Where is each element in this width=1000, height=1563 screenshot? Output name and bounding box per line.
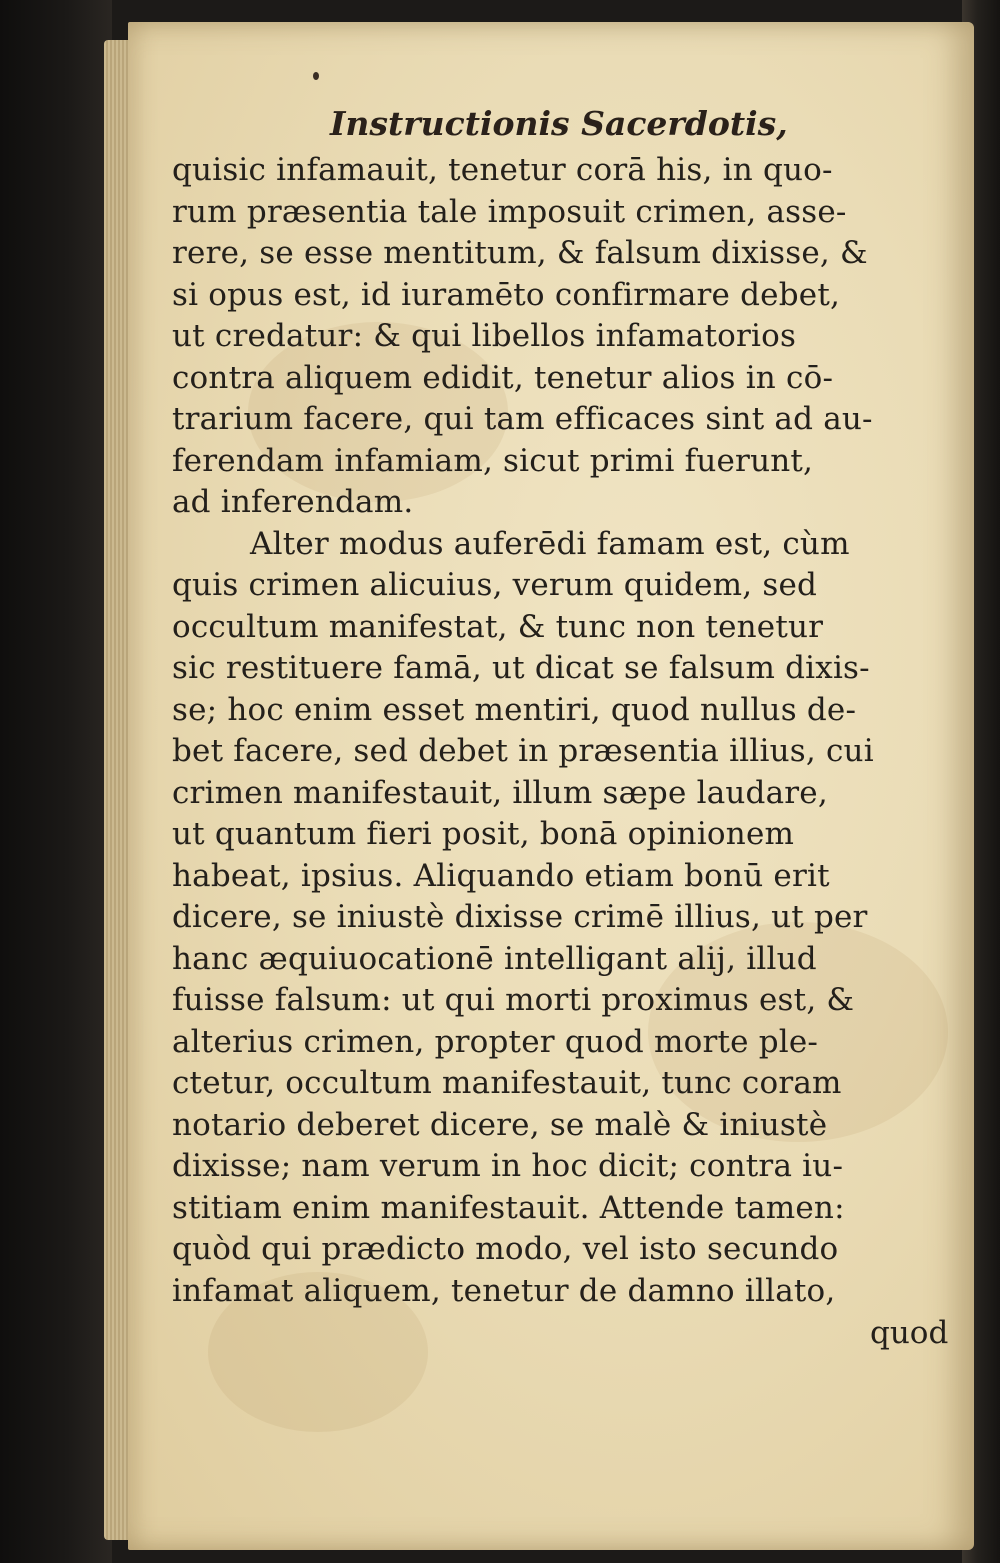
text-line: ad inferendam. xyxy=(172,484,414,520)
text-line: quisic infamauit, tenetur corā his, in quo- xyxy=(172,152,833,188)
text-line: stitiam enim manifestauit. Attende tamen: xyxy=(172,1189,845,1226)
body-text xyxy=(172,150,962,1312)
text-line: se; hoc enim esset mentiri, quod nullus de- xyxy=(172,691,857,728)
text-line: contra aliquem edidit, tenetur alios in cō- xyxy=(172,359,834,396)
binding-left xyxy=(0,0,112,1563)
ink-mark xyxy=(313,72,319,80)
running-header: Instructionis Sacerdotis, xyxy=(330,104,788,143)
text-line: rum præsentia tale imposuit crimen, asse- xyxy=(172,193,847,230)
text-line: ut quantum fieri posit, bonā opinionem xyxy=(172,816,795,852)
text-line: dicere, se iniustè dixisse crimē illius, ut per xyxy=(172,899,868,935)
text-line: dixisse; nam verum in hoc dicit; contra iu- xyxy=(172,1148,844,1184)
text-line: bet facere, sed debet in præsentia illius, cui xyxy=(172,733,874,769)
text-line: ctetur, occultum manifestauit, tunc coram xyxy=(172,1065,842,1101)
text-line: crimen manifestauit, illum sæpe laudare, xyxy=(172,774,828,811)
text-line: quòd qui prædicto modo, vel isto secundo xyxy=(172,1231,839,1267)
text-line: si opus est, id iuramēto confirmare debet, xyxy=(172,276,841,313)
text-line: ut credatur: & qui libellos infamatorios xyxy=(172,318,797,354)
text-line: occultum manifestat, & tunc non tenetur xyxy=(172,608,824,645)
text-line: notario deberet dicere, se malè & iniustè xyxy=(172,1106,828,1143)
text-line: ferendam infamiam, sicut primi fuerunt, xyxy=(172,442,814,479)
text-line: habeat, ipsius. Aliquando etiam bonū erit xyxy=(172,857,830,894)
paragraph-start-line: Alter modus auferēdi famam est, cùm xyxy=(250,525,850,562)
text-line: alterius crimen, propter quod morte ple- xyxy=(172,1023,819,1060)
text-line: sic restituere famā, ut dicat se falsum dixis- xyxy=(172,650,870,686)
text-line: trarium facere, qui tam efficaces sint ad au- xyxy=(172,401,873,437)
text-line: hanc æquiuocationē intelligant alij, illud xyxy=(172,940,817,977)
text-line: fuisse falsum: ut qui morti proximus est, & xyxy=(172,982,855,1018)
text-line: quis crimen alicuius, verum quidem, sed xyxy=(172,567,818,603)
text-line: rere, se esse mentitum, & falsum dixisse, & xyxy=(172,235,868,271)
catchword: quod xyxy=(870,1315,949,1351)
text-line: infamat aliquem, tenetur de damno illato, xyxy=(172,1272,836,1309)
